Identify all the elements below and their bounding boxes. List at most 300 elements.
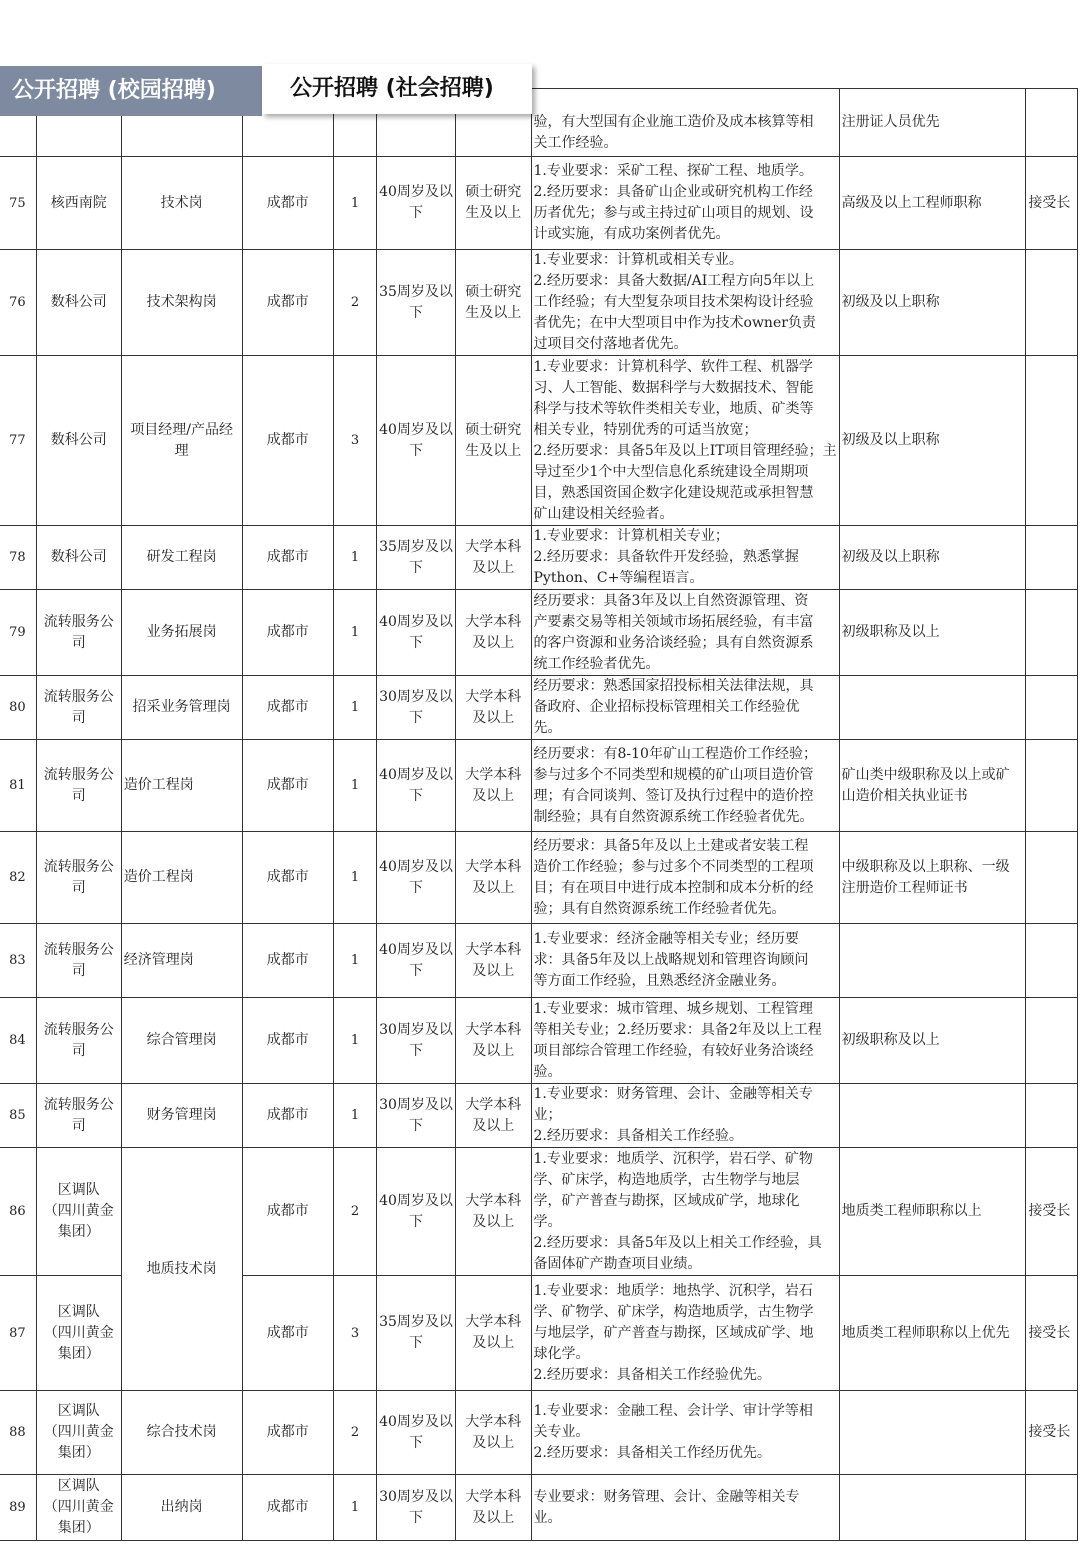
cell-post-line: 经济管理岗 (123, 952, 194, 968)
cell-requirements-line: 1.专业要求：地质学、沉积学，岩石学、矿物 (533, 1150, 813, 1167)
cell-age (377, 676, 456, 740)
cell-unit (36, 1084, 121, 1148)
cell-post-line: 项目经理/产品经 (130, 421, 234, 438)
cell-unit-line: 核西南院 (50, 194, 107, 211)
cell-no: 83 (0, 924, 36, 998)
cell-city: 成都市 (242, 356, 333, 526)
cell-certificate-line: 地质类工程师职称以上 (841, 1203, 982, 1219)
cell-requirements-line: 2.经历要求：具备软件开发经验，熟悉掌握 (533, 549, 799, 565)
cell-age-line: 下 (408, 1335, 423, 1351)
cell-requirements-line: 科学与技术等软件类相关专业，地质、矿类等 (533, 400, 814, 417)
cell-post (121, 356, 242, 526)
table-row (0, 832, 1078, 924)
tab-campus-recruitment[interactable]: 公开招聘 (校园招聘) (0, 66, 262, 116)
cell-unit-line: 集团） (57, 1345, 100, 1362)
cell-requirements-line: 2.经历要求：具备相关工作经验。 (533, 1128, 743, 1144)
cell-requirements (531, 740, 839, 832)
cell-requirements (531, 924, 839, 998)
cell-certificate (839, 157, 1026, 250)
cell-education (455, 1276, 531, 1391)
cell-post-line: 理 (174, 442, 189, 459)
cell-requirements-line: 习、人工智能、数据科学与大数据技术、智能 (533, 379, 814, 396)
cell-education-line: 大学本科 (465, 1488, 522, 1505)
cell-age (377, 832, 456, 924)
cell-requirements (531, 1276, 839, 1391)
cell-age (377, 356, 456, 526)
tab-bar (0, 64, 1080, 116)
cell-requirements-line: 目；有在项目中进行成本控制和成本分析的经 (533, 879, 814, 896)
cell-education-line: 生及以上 (465, 304, 522, 321)
cell-note (1026, 740, 1078, 832)
table-row (0, 250, 1078, 356)
cell-note (1026, 526, 1078, 590)
recruitment-table (0, 88, 1078, 1541)
cell-age (377, 1475, 456, 1541)
cell-count: 1 (333, 526, 376, 590)
table-row (0, 157, 1078, 250)
cell-count: 1 (333, 1084, 376, 1148)
cell-education-line: 及以上 (472, 787, 515, 804)
cell-certificate (839, 1276, 1026, 1391)
cell-unit-line: 数科公司 (50, 294, 107, 310)
cell-count: 3 (333, 356, 376, 526)
cell-requirements-line: 目，熟悉国资国企数字化建设规范或承担智慧 (533, 484, 814, 501)
cell-education-line: 硕士研究 (465, 184, 522, 200)
cell-count: 2 (333, 250, 376, 356)
cell-age-line: 下 (408, 559, 423, 576)
cell-education (455, 1148, 531, 1276)
cell-city: 成都市 (242, 1475, 333, 1541)
cell-requirements-line: 矿山建设相关经验者。 (533, 505, 674, 522)
cell-unit (36, 356, 121, 526)
cell-unit-line: 数科公司 (50, 549, 107, 565)
cell-requirements (531, 590, 839, 676)
cell-note (1026, 832, 1078, 924)
cell-note (1026, 676, 1078, 740)
cell-certificate (839, 832, 1026, 924)
cell-post (121, 1475, 242, 1541)
cell-education (455, 356, 531, 526)
cell-unit-line: 集团） (57, 1224, 100, 1240)
cell-count: 1 (333, 924, 376, 998)
cell-note (1026, 590, 1078, 676)
cell-education-line: 及以上 (472, 1042, 515, 1059)
cell-post (121, 924, 242, 998)
cell-unit-line: 流转服务公 (43, 1021, 114, 1038)
cell-education-line: 及以上 (472, 962, 515, 979)
cell-no: 82 (0, 832, 36, 924)
cell-requirements-line: 1.专业要求：城市管理、城乡规划、工程管理 (533, 1000, 813, 1017)
cell-count: 1 (333, 740, 376, 832)
cell-education (455, 1391, 531, 1475)
cell-education-line: 及以上 (472, 1509, 515, 1526)
cell-note: 接受长 (1026, 1148, 1078, 1276)
cell-requirements-line: 理；有合同谈判、签订及执行过程中的造价控 (533, 787, 814, 804)
cell-education-line: 及以上 (472, 1335, 515, 1351)
cell-unit-line: 数科公司 (50, 432, 107, 448)
cell-unit (36, 1475, 121, 1541)
cell-city: 成都市 (242, 590, 333, 676)
cell-post-line: 研发工程岗 (146, 549, 217, 565)
req-line: 关工作经验。 (533, 135, 618, 151)
cell-post (121, 1391, 242, 1475)
cell-age-line: 40周岁及以 (379, 184, 453, 200)
cell-certificate-line: 地质类工程师职称以上优先 (841, 1324, 1010, 1341)
table-row (0, 924, 1078, 998)
cell-age-line: 下 (408, 1042, 423, 1059)
table-body (0, 89, 1078, 1541)
cell-education (455, 832, 531, 924)
cell-age-line: 40周岁及以 (379, 858, 453, 875)
cell-age-line: 下 (408, 1213, 423, 1230)
cell-certificate-line: 初级职称及以上 (841, 1032, 940, 1048)
cell-certificate (839, 676, 1026, 740)
cell-requirements-line: 学，矿产普查与勘探，区域成矿学，地球化 (533, 1192, 800, 1209)
cell-requirements (531, 676, 839, 740)
cell-city: 成都市 (242, 157, 333, 250)
cell-requirements (531, 157, 839, 250)
cell-requirements-line: 1.专业要求：金融工程、会计学、审计学等相 (533, 1403, 813, 1419)
cell-education (455, 1084, 531, 1148)
cell-post-line: 财务管理岗 (146, 1107, 217, 1123)
cell-requirements-line: 备政府、企业招标投标管理相关工作经验优 (533, 699, 800, 715)
cell-unit-line: 流转服务公 (43, 688, 114, 705)
cell-requirements-line: 验。 (533, 1063, 562, 1080)
cell-requirements-line: 的客户资源和业务洽谈经验；具有自然资源系 (533, 634, 814, 651)
cell-unit-line: 司 (71, 879, 86, 896)
cell-unit-line: （四川黄金 (43, 1203, 114, 1219)
cell-certificate-line: 初级职称及以上 (841, 624, 940, 640)
table-row (0, 1475, 1078, 1541)
cell-city: 成都市 (242, 740, 333, 832)
cell-education-line: 大学本科 (465, 613, 522, 630)
cell-requirements-line: 经历要求：熟悉国家招投标相关法律法规，具 (533, 678, 814, 694)
cell-age (377, 998, 456, 1084)
cell-age-line: 下 (408, 205, 423, 221)
cell-certificate-line: 高级及以上工程师职称 (841, 194, 982, 211)
req-line: 验，有大型国有企业施工造价及成本核算等相 (533, 114, 814, 130)
cell-unit-line: （四川黄金 (43, 1499, 114, 1515)
cell-unit-line: 流转服务公 (43, 1096, 114, 1113)
cell-requirements-line: 球化学。 (533, 1345, 590, 1362)
cell-education-line: 大学本科 (465, 766, 522, 783)
cell-post-line: 造价工程岗 (123, 869, 194, 885)
cell-certificate-line: 初级及以上职称 (841, 432, 940, 448)
cell-requirements-line: 先。 (533, 720, 562, 736)
cell-note (1026, 1475, 1078, 1541)
cell-requirements-line: 学。 (533, 1213, 562, 1230)
cell-count: 2 (333, 1391, 376, 1475)
cell-unit (36, 998, 121, 1084)
cell-requirements-line: 经历要求：具备5年及以上土建或者安装工程 (533, 837, 809, 854)
cell-age-line: 40周岁及以 (379, 421, 453, 438)
cell-post (121, 157, 242, 250)
cell-unit-line: 司 (71, 1117, 86, 1134)
cell-requirements-line: 参与过多个不同类型和规模的矿山项目造价管 (533, 766, 814, 783)
cell-age-line: 35周岁及以 (379, 538, 453, 555)
cell-certificate (839, 1391, 1026, 1475)
cell-no: 80 (0, 676, 36, 740)
cell-requirements (531, 1148, 839, 1276)
cell-requirements-line: 业。 (533, 1509, 562, 1526)
cell-requirements-line: 等方面工作经验，且熟悉经济金融业务。 (533, 973, 786, 989)
cell-age-line: 下 (408, 787, 423, 804)
cell-requirements (531, 356, 839, 526)
cell-unit-line: 流转服务公 (43, 858, 114, 875)
cell-note (1026, 250, 1078, 356)
table-row (0, 1391, 1078, 1475)
cell-age-line: 40周岁及以 (379, 766, 453, 783)
cell-city: 成都市 (242, 924, 333, 998)
cell-requirements-line: 1.专业要求：计算机或相关专业。 (533, 252, 743, 268)
table-row (0, 676, 1078, 740)
cell-age (377, 1391, 456, 1475)
cell-no: 76 (0, 250, 36, 356)
cell-count: 1 (333, 832, 376, 924)
cell-unit (36, 676, 121, 740)
cell-certificate-line: 初级及以上职称 (841, 549, 940, 565)
cell-education-line: 大学本科 (465, 858, 522, 875)
cell-education-line: 及以上 (472, 634, 515, 651)
cell-education-line: 大学本科 (465, 1021, 522, 1038)
cell-count: 1 (333, 157, 376, 250)
cell-requirements-line: 工作经验；有大型复杂项目技术架构设计经验 (533, 294, 814, 310)
cell-post-line: 业务拓展岗 (146, 624, 217, 640)
cell-requirements-line: 1.专业要求：地质学：地热学、沉积学，岩石 (533, 1282, 813, 1299)
cell-unit-line: 区调队 (57, 1403, 100, 1419)
cell-requirements-line: 计或实施，有成功案例者优先。 (533, 226, 730, 242)
cell-certificate (839, 1084, 1026, 1148)
cell-unit-line: 集团） (57, 1445, 100, 1461)
table-row (0, 356, 1078, 526)
cell-education-line: 大学本科 (465, 941, 522, 958)
cell-certificate (839, 998, 1026, 1084)
cert-line: 注册证人员优先 (841, 114, 940, 130)
cell-age-line: 下 (408, 962, 423, 979)
cell-education-line: 大学本科 (465, 1413, 522, 1430)
cell-count: 1 (333, 676, 376, 740)
cell-unit-line: 司 (71, 709, 86, 726)
cell-unit (36, 526, 121, 590)
cell-education-line: 及以上 (472, 1213, 515, 1230)
cell-count: 1 (333, 998, 376, 1084)
cell-no: 79 (0, 590, 36, 676)
cell-no: 88 (0, 1391, 36, 1475)
table-row (0, 998, 1078, 1084)
cell-unit-line: 流转服务公 (43, 766, 114, 783)
cell-note (1026, 998, 1078, 1084)
cell-certificate-line: 注册造价工程师证书 (841, 879, 968, 896)
cell-certificate-line: 中级职称及以上职称、一级 (841, 858, 1010, 875)
cell-post (121, 250, 242, 356)
cell-age (377, 526, 456, 590)
cell-note: 接受长 (1026, 1391, 1078, 1475)
cell-education-line: 大学本科 (465, 538, 522, 555)
cell-education-line: 硕士研究 (465, 421, 522, 438)
cell-certificate (839, 356, 1026, 526)
cell-requirements-line: 1.专业要求：经济金融等相关专业；经历要 (533, 931, 799, 947)
cell-education (455, 590, 531, 676)
cell-education (455, 998, 531, 1084)
cell-education-line: 及以上 (472, 709, 515, 726)
cell-unit-line: 区调队 (57, 1182, 100, 1198)
cell-requirements (531, 1084, 839, 1148)
cell-no: 86 (0, 1148, 36, 1276)
cell-certificate (839, 1475, 1026, 1541)
cell-age-line: 40周岁及以 (379, 1413, 453, 1430)
cell-age (377, 1148, 456, 1276)
cell-age-line: 下 (408, 634, 423, 651)
cell-post (121, 998, 242, 1084)
cell-requirements-line: 2.经历要求：具备相关工作经验优先。 (533, 1366, 771, 1383)
cell-certificate (839, 590, 1026, 676)
cell-age-line: 下 (408, 879, 423, 896)
cell-unit-line: 司 (71, 634, 86, 651)
cell-post-line: 地质技术岗 (146, 1260, 217, 1277)
cell-unit-line: 司 (71, 962, 86, 979)
cell-requirements-line: 造价工作经验；参与过多个不同类型的工程项 (533, 858, 814, 875)
cell-city: 成都市 (242, 526, 333, 590)
cell-city: 成都市 (242, 832, 333, 924)
cell-age (377, 1276, 456, 1391)
cell-note (1026, 924, 1078, 998)
cell-requirements (531, 832, 839, 924)
table-row (0, 526, 1078, 590)
cell-unit-line: （四川黄金 (43, 1324, 114, 1341)
cell-certificate-line: 初级及以上职称 (841, 294, 940, 310)
cell-unit-line: 区调队 (57, 1303, 100, 1320)
cell-count: 1 (333, 1475, 376, 1541)
cell-age (377, 740, 456, 832)
cell-city: 成都市 (242, 676, 333, 740)
cell-unit-line: 流转服务公 (43, 613, 114, 630)
cell-requirements-line: 相关专业，特别优秀的可适当放宽； (533, 421, 758, 438)
cell-requirements-line: 历者优先；参与或主持过矿山项目的规划、设 (533, 205, 814, 221)
cell-no: 84 (0, 998, 36, 1084)
cell-age (377, 590, 456, 676)
cell-education-line: 及以上 (472, 879, 515, 896)
cell-requirements-line: 求：具备5年及以上战略规划和管理咨询顾问 (533, 952, 809, 968)
table-row (0, 740, 1078, 832)
cell-requirements-line: 2.经历要求：具备5年及以上IT项目管理经验；主 (533, 442, 837, 459)
cell-requirements-line: 1.专业要求：财务管理、会计、金融等相关专 (533, 1086, 813, 1102)
cell-no: 75 (0, 157, 36, 250)
cell-requirements (531, 250, 839, 356)
cell-education-line: 生及以上 (465, 442, 522, 459)
cell-post-line: 造价工程岗 (123, 777, 194, 793)
cell-education-line: 及以上 (472, 1117, 515, 1134)
cell-count: 1 (333, 590, 376, 676)
cell-requirements-line: 专业要求：财务管理、会计、金融等相关专 (533, 1488, 800, 1505)
cell-age-line: 35周岁及以 (379, 283, 453, 300)
cell-post (121, 832, 242, 924)
cell-education (455, 740, 531, 832)
cell-requirements-line: 经历要求：有8-10年矿山工程造价工作经验； (533, 745, 817, 762)
cell-requirements-line: 关专业。 (533, 1424, 590, 1440)
cell-note: 接受长 (1026, 157, 1078, 250)
cell-requirements-line: 学、矿物学、矿床学，构造地质学，古生物学 (533, 1303, 814, 1320)
cell-unit-line: 集团） (57, 1520, 100, 1536)
cell-no: 89 (0, 1475, 36, 1541)
cell-unit (36, 1391, 121, 1475)
table-row (0, 1148, 1078, 1276)
cell-post-line: 招采业务管理岗 (132, 699, 231, 715)
cell-education (455, 1475, 531, 1541)
cell-certificate (839, 740, 1026, 832)
cell-age-line: 下 (408, 1509, 423, 1526)
cell-no: 77 (0, 356, 36, 526)
cell-education-line: 生及以上 (465, 205, 522, 221)
cell-requirements-line: 等相关专业；2.经历要求：具备2年及以上工程 (533, 1021, 822, 1038)
tab-social-recruitment[interactable]: 公开招聘 (社会招聘) (262, 64, 532, 114)
cell-unit (36, 924, 121, 998)
cell-requirements-line: 经历要求：具备3年及以上自然资源管理、资 (533, 592, 809, 609)
cell-requirements-line: 1.专业要求：采矿工程、探矿工程、地质学。 (533, 163, 813, 179)
table-row (0, 590, 1078, 676)
cell-education-line: 硕士研究 (465, 283, 522, 300)
cell-city: 成都市 (242, 250, 333, 356)
cell-education (455, 526, 531, 590)
cell-age-line: 下 (408, 304, 423, 321)
cell-age-line: 40周岁及以 (379, 613, 453, 630)
cell-certificate (839, 924, 1026, 998)
cell-age-line: 40周岁及以 (379, 1192, 453, 1209)
cell-education-line: 大学本科 (465, 688, 522, 705)
cell-requirements (531, 998, 839, 1084)
cell-education-line: 大学本科 (465, 1096, 522, 1113)
cell-education (455, 157, 531, 250)
cell-age-line: 30周岁及以 (379, 1096, 453, 1113)
cell-education-line: 及以上 (472, 559, 515, 576)
cell-no: 81 (0, 740, 36, 832)
cell-requirements-line: 备固体矿产勘查项目业绩。 (533, 1255, 702, 1272)
cell-requirements-line: 2.经历要求：具备矿山企业或研究机构工作经 (533, 184, 813, 200)
cell-age-line: 30周岁及以 (379, 688, 453, 705)
cell-city: 成都市 (242, 1084, 333, 1148)
cell-note (1026, 1084, 1078, 1148)
cell-no: 87 (0, 1276, 36, 1391)
cell-unit (36, 832, 121, 924)
cell-requirements-line: 业； (533, 1107, 562, 1123)
cell-requirements-line: 1.专业要求：计算机相关专业； (533, 528, 729, 544)
cell-age-line: 40周岁及以 (379, 941, 453, 958)
cell-requirements-line: 导过至少1个中大型信息化系统建设全周期项 (533, 463, 809, 480)
cell-age-line: 35周岁及以 (379, 1314, 453, 1330)
cell-city: 成都市 (242, 998, 333, 1084)
cell-unit-line: 司 (71, 787, 86, 804)
cell-requirements-line: 学、矿床学，构造地质学，古生物学与地层 (533, 1171, 800, 1188)
cell-city: 成都市 (242, 1148, 333, 1276)
cell-post-line: 综合管理岗 (146, 1032, 217, 1048)
cell-no: 78 (0, 526, 36, 590)
cell-age-line: 下 (408, 709, 423, 726)
cell-education (455, 250, 531, 356)
table-row (0, 1084, 1078, 1148)
cell-unit-line: 司 (71, 1042, 86, 1059)
cell-requirements-line: 2.经历要求：具备大数据/AI工程方向5年以上 (533, 273, 815, 289)
cell-post (121, 676, 242, 740)
cell-education (455, 924, 531, 998)
cell-count: 2 (333, 1148, 376, 1276)
cell-unit-line: 区调队 (57, 1478, 100, 1494)
cell-city: 成都市 (242, 1391, 333, 1475)
cell-age (377, 250, 456, 356)
cell-unit (36, 590, 121, 676)
cell-requirements-line: 产要素交易等相关领域市场拓展经验，有丰富 (533, 613, 814, 630)
cell-requirements-line: 验；具有自然资源系统工作经验者优先。 (533, 900, 786, 917)
cell-certificate (839, 1148, 1026, 1276)
cell-unit-line: （四川黄金 (43, 1424, 114, 1440)
